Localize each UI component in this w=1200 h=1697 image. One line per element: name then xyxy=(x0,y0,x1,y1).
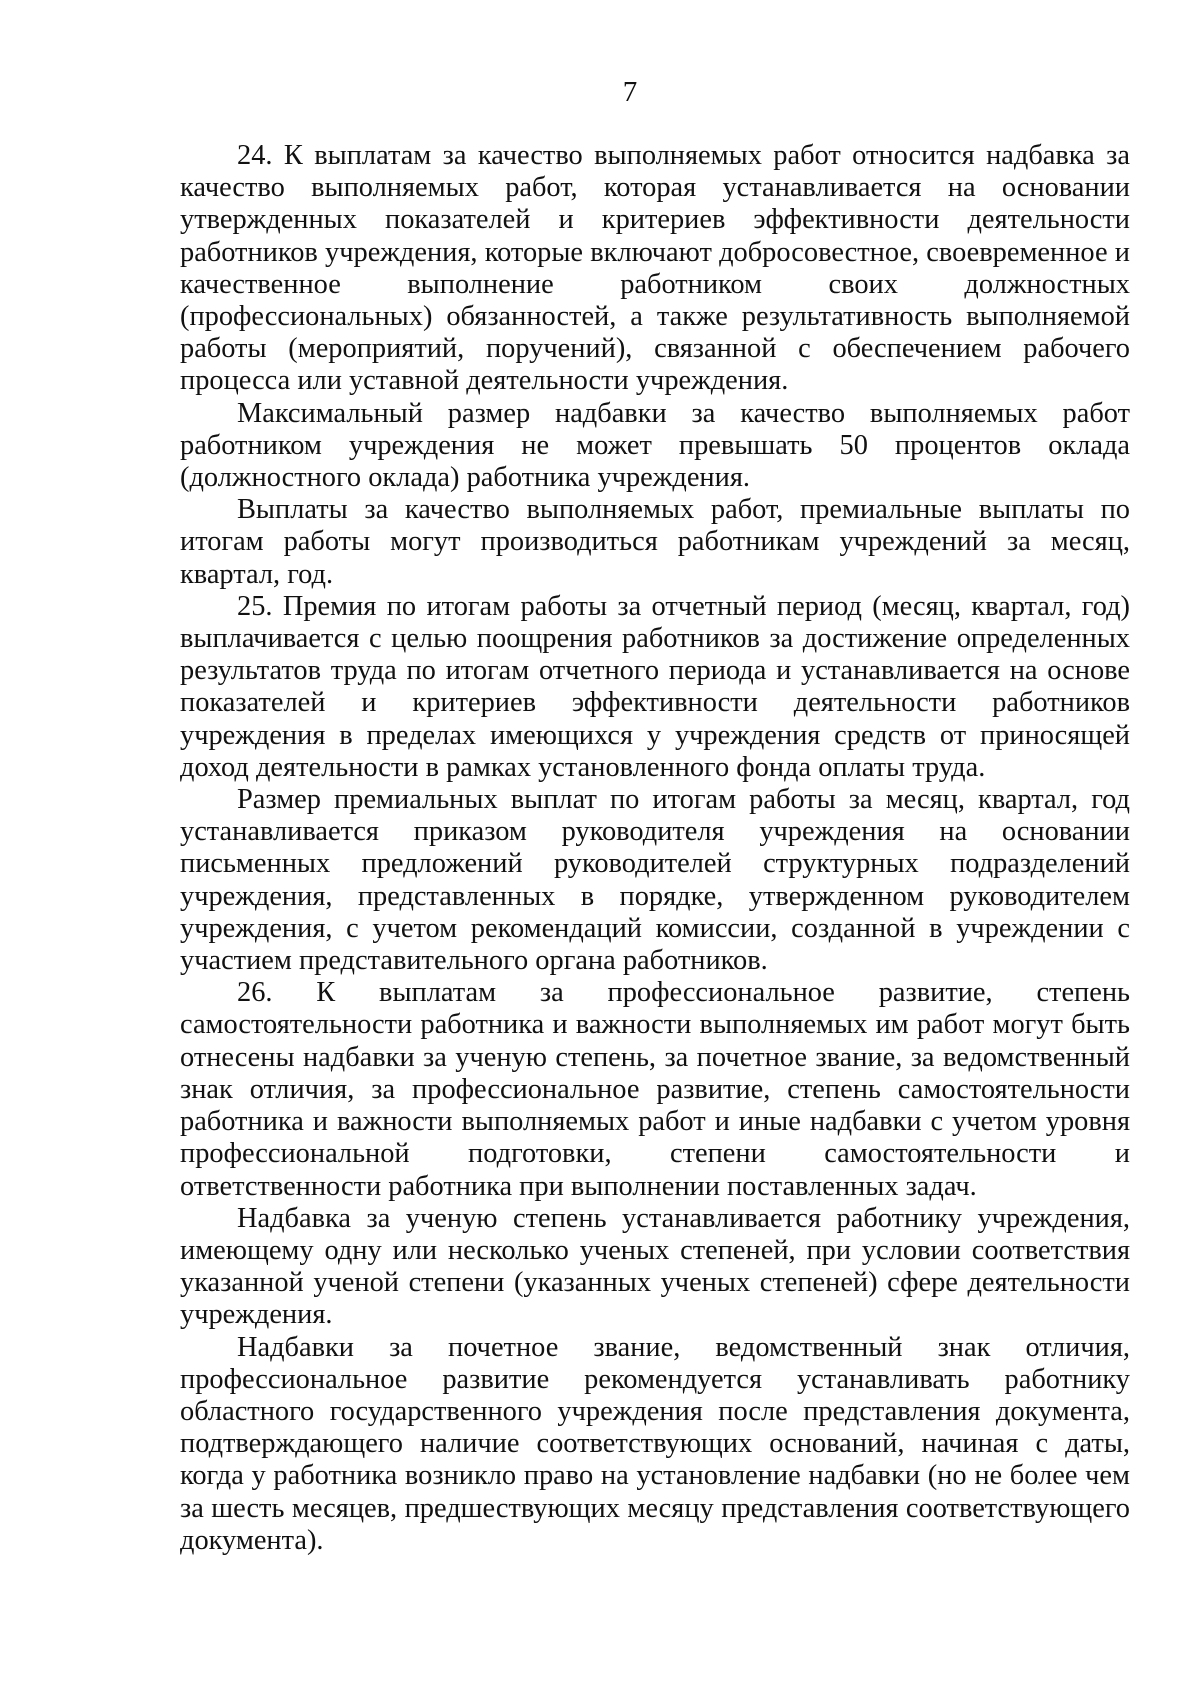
paragraph-24: 24. К выплатам за качество выполняемых работ относится надбавка за качество выполняемых работ, которая устанавливается на основании утвержденных показателей и критериев эффективности деятельности работников учреждения, которые включают добросовестное, своевременное и качественное выполнение работником своих должностных (профессиональных) обязанностей, а также результативность выполняемой работы (мероприятий, поручений), связанной с обеспечением рабочего процесса или уставной деятельности учреждения. xyxy=(180,140,1130,397)
paragraph-26: 26. К выплатам за профессиональное развитие, степень самостоятельности работника и важности выполняемых им работ могут быть отнесены надбавки за ученую степень, за почетное звание, за ведомственный знак отличия, за профессиональное развитие, степень самостоятельности работника и важности выполняемых работ и иные надбавки с учетом уровня профессиональной подготовки, степени самостоятельности и ответственности работника при выполнении поставленных задач. xyxy=(180,977,1130,1202)
document-body xyxy=(180,140,1130,1557)
paragraph-bonus-amount-order: Размер премиальных выплат по итогам работы за месяц, квартал, год устанавливается приказом руководителя учреждения на основании письменных предложений руководителей структурных подразделений учреждения, представленных в порядке, утвержденном руководителем учреждения, с учетом рекомендаций комиссии, созданной в учреждении с участием представительного органа работников. xyxy=(180,784,1130,977)
paragraph-honorary-title-bonus: Надбавки за почетное звание, ведомственный знак отличия, профессиональное развитие рекомендуется устанавливать работнику областного государственного учреждения после представления документа, подтверждающего наличие соответствующих оснований, начиная с даты, когда у работника возникло право на установление надбавки (но не более чем за шесть месяцев, предшествующих месяцу представления соответствующего документа). xyxy=(180,1331,1130,1556)
paragraph-payment-periods: Выплаты за качество выполняемых работ, премиальные выплаты по итогам работы могут производиться работникам учреждений за месяц, квартал, год. xyxy=(180,494,1130,590)
paragraph-25: 25. Премия по итогам работы за отчетный период (месяц, квартал, год) выплачивается с целью поощрения работников за достижение определенных результатов труда по итогам отчетного периода и устанавливается на основе показателей и критериев эффективности деятельности работников учреждения в пределах имеющихся у учреждения средств от приносящей доход деятельности в рамках установленного фонда оплаты труда. xyxy=(180,590,1130,783)
page-number: 7 xyxy=(622,76,638,108)
paragraph-max-bonus-size: Максимальный размер надбавки за качество выполняемых работ работником учреждения не может превышать 50 процентов оклада (должностного оклада) работника учреждения. xyxy=(180,397,1130,494)
paragraph-academic-degree-bonus: Надбавка за ученую степень устанавливается работнику учреждения, имеющему одну или несколько ученых степеней, при условии соответствия указанной ученой степени (указанных ученых степеней) сфере деятельности учреждения. xyxy=(180,1202,1130,1331)
